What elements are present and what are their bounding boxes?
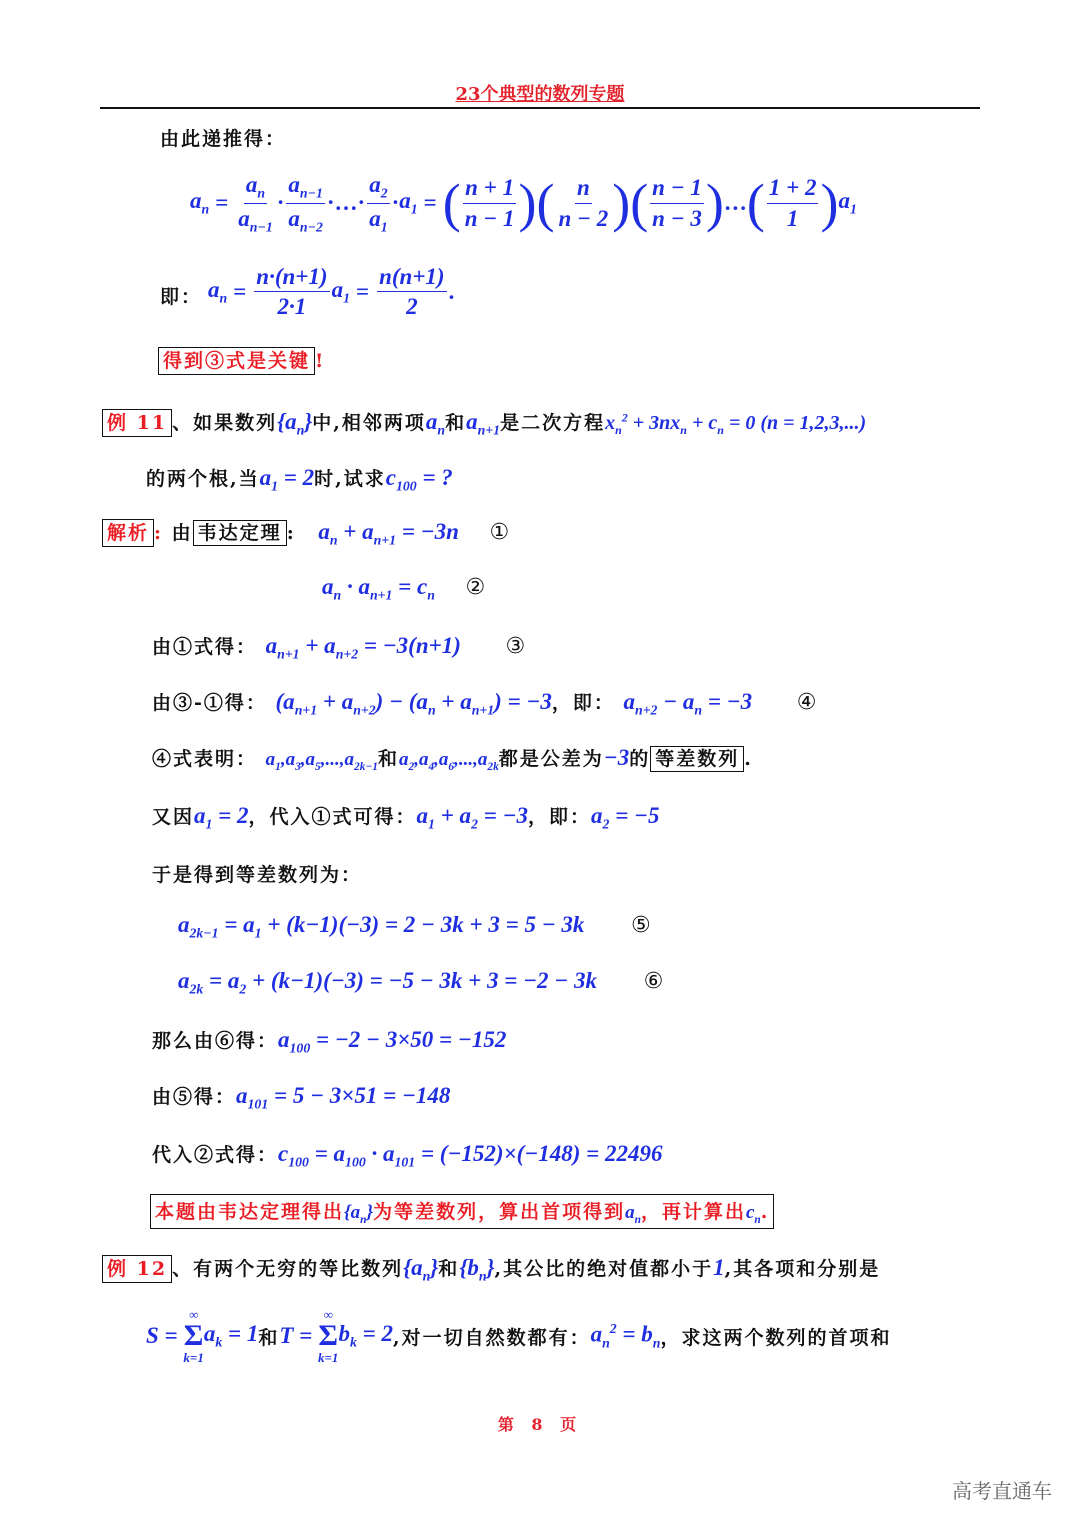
formula-product: $a_n$ = $\frac{a_n}{a_{n-1}}$ · $\frac{a_{n-1}}{a_{n-2}}$ ·…· $\frac{a_2}{a_1}$ · $a_1$ = ( $\frac{n + 1}{n - 1}$ ) ( $\frac{n}{n - 2}$ ) ( $\frac{n - 1}{n - 3}$ ) … ( $\frac{1 + 2}{1}$ ) $a_1$ bbox=[190, 172, 857, 235]
key-note-excl: ! bbox=[315, 350, 326, 372]
eq-even-terms: $a_{2k} = a_2 + (k-1)(-3) = -5 - 3k + 3 = -2 - 3k$ ⑥ bbox=[178, 968, 666, 997]
example-12-line1: 例 12 、有两个无穷的等比数列$\{a_n\}$和$\{b_n\}$,其公比的绝对值都小于1,其各项和分别是 bbox=[102, 1254, 880, 1285]
page-footer: 第 8 页 bbox=[497, 1415, 583, 1434]
text-ji: 即： bbox=[160, 286, 203, 308]
arith-seq-box: 等差数列 bbox=[650, 746, 744, 772]
step-a100: 那么由⑥得：$a_{100} = -2 - 3\times 50 = -152$ bbox=[152, 1027, 507, 1056]
text-recursion-intro: 由此递推得： bbox=[160, 128, 287, 150]
step-4: 由③-①得： $(a_{n+1} + a_{n+2}) - (a_n + a_{n+1}) = -3$，即： $a_{n+2} - a_n = -3$ ④ bbox=[152, 689, 819, 718]
eq-odd-terms: $a_{2k-1} = a_1 + (k-1)(-3) = 2 - 3k + 3 = 5 - 3k$ ⑤ bbox=[178, 912, 653, 941]
summary-note: 本题由韦达定理得出$\{a_n\}$为等差数列，算出首项得到$a_n$，再计算出$c_n$. bbox=[150, 1194, 774, 1229]
step-7: 于是得到等差数列为： bbox=[152, 864, 363, 886]
key-note-box: 得到③式是关键 bbox=[158, 347, 315, 375]
example-11-line1: 例 11 、如果数列$\{a_n\}$中,相邻两项$a_n$和$a_{n+1}$是二次方程$x_n^2 + 3nx_n + c_n = 0$ (n = 1,2,3,...) bbox=[102, 408, 866, 439]
example-12-line2: S = ∞ Σ k=1 $a_k = 1$ 和 T = ∞ Σ k=1 $b_k = 2$ ,对一切自然数都有： $a_n^2 = b_n$ ，求这两个数列的首项和 bbox=[146, 1307, 892, 1365]
key-note bbox=[158, 346, 325, 373]
step-5: ④式表明： $a_1,a_3,a_5,...,a_{2k-1}$和$a_2,a_4,a_6,...,a_{2k}$都是公差为−3的 等差数列 . bbox=[152, 745, 753, 773]
vieta-box: 韦达定理 bbox=[193, 520, 287, 546]
solution-line2: $a_n \cdot a_{n+1} = c_n$ ② bbox=[322, 574, 488, 603]
solution-line1: 解析 : 由 韦达定理 : $a_n + a_{n+1} = -3n$ ① bbox=[102, 518, 511, 549]
step-3: 由①式得： $a_{n+1} + a_{n+2} = -3(n+1)$ ③ bbox=[152, 633, 528, 662]
example-11-line2: 的两个根,当$a_1 = 2$时,试求$c_{100}$ = ? bbox=[146, 465, 453, 494]
step-a101: 由⑤得：$a_{101} = 5 - 3\times 51 = -148$ bbox=[152, 1083, 451, 1112]
page-header-title: 23个典型的数列专题 bbox=[455, 84, 625, 105]
watermark: 高考直通车 bbox=[952, 1479, 1052, 1503]
formula-an-result: $a_n$ = $\frac{n\cdot(n+1)}{2\cdot 1}$ $a_1$ = $\frac{n(n+1)}{2}$ . bbox=[208, 264, 455, 320]
example-12-label: 例 12 bbox=[102, 1255, 172, 1283]
solution-label: 解析 bbox=[102, 519, 154, 547]
header-rule bbox=[100, 107, 980, 109]
example-11-label: 例 11 bbox=[102, 409, 172, 437]
step-c100: 代入②式得：$c_{100} = a_{100} \cdot a_{101} = (-152)\times(-148) = 22496$ bbox=[152, 1141, 663, 1170]
step-6: 又因$a_1 = 2$，代入①式可得：$a_1 + a_2 = -3$，即：$a_2 = -5$ bbox=[152, 803, 660, 832]
